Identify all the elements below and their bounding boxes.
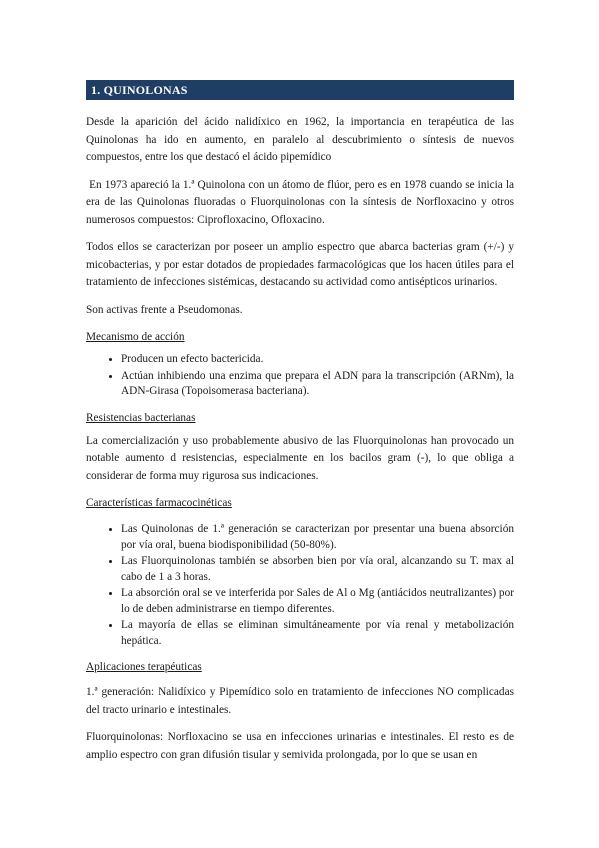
intro-paragraph-1: Desde la aparición del ácido nalidíxico en 1962, la importancia en terapéutica de las Quinolonas ha ido en aumento, en paralelo al descubrimiento o síntesis de nuevos compuestos, entre los que destacó el ácido pipemídico	[86, 116, 514, 163]
list-item: • Las Quinolonas de 1.ª generación se caracterizan por presentar una buena absorción por vía oral, buena biodisponibilidad (50-80%).	[121, 522, 514, 553]
list-item: • Producen un efecto bactericida.	[121, 352, 514, 368]
mecanismo-heading: Mecanismo de acción	[86, 331, 185, 343]
mecanismo-list	[86, 352, 514, 400]
resistencias-paragraph: La comercialización y uso probablemente abusivo de las Fluorquinolonas han provocado un notable aumento d resistencias, especialmente en los bacilos gram (-), lo que obliga a considerar de forma muy rigurosa sus indicaciones.	[86, 434, 514, 482]
list-item: • Las Fluorquinolonas también se absorben bien por vía oral, alcanzando su T. max al cabo de 1 a 3 horas.	[121, 554, 514, 585]
resistencias-heading: Resistencias bacterianas	[86, 411, 196, 424]
section-heading: 1. QUINOLONAS	[86, 80, 514, 100]
intro-paragraph-2: En 1973 apareció la 1.ª Quinolona con un átomo de flúor, pero es en 1978 cuando se inicia la era de las Quinolonas fluoradas o Fluorquinolonas con la síntesis de Norfloxacino y otros numerosos compuestos: Ciprofloxacino, Ofloxacino.	[86, 178, 517, 226]
aplicaciones-paragraph-2: Fluorquinolonas: Norfloxacino se usa en infecciones urinarias e intestinales. El resto es de amplio espectro con gran difusión tisular y semivida prolongada, por lo que se usan en	[86, 731, 514, 761]
list-item: • La mayoría de ellas se eliminan simultáneamente por vía renal y metabolización hepática.	[121, 618, 514, 649]
farmacocineticas-heading: Características farmacocinéticas	[86, 497, 232, 509]
aplicaciones-heading: Aplicaciones terapéuticas	[86, 661, 202, 673]
list-item: • Actúan inhibiendo una enzima que prepara el ADN para la transcripción (ARNm), la ADN-Girasa (Topoisomerasa bacteriana).	[121, 369, 514, 400]
farmacocineticas-list	[86, 522, 514, 649]
intro-paragraph-4: Son activas frente a Pseudomonas.	[86, 303, 243, 316]
document-body	[86, 80, 517, 774]
aplicaciones-paragraph-1: 1.ª generación: Nalidíxico y Pipemídico solo en tratamiento de infecciones NO complicadas del tracto urinario e intestinales.	[86, 686, 514, 716]
list-item: • La absorción oral se ve interferida por Sales de Al o Mg (antiácidos neutralizantes) por lo de deben administrarse en tiempo diferentes.	[121, 586, 514, 617]
intro-paragraph-3: Todos ellos se caracterizan por poseer un amplio espectro que abarca bacterias gram (+/-) y micobacterias, y por estar dotados de propiedades farmacológicas que los hacen útiles para el tratamiento de infecciones sistémicas, destacando su actividad como antisépticos urinarios.	[86, 241, 514, 288]
